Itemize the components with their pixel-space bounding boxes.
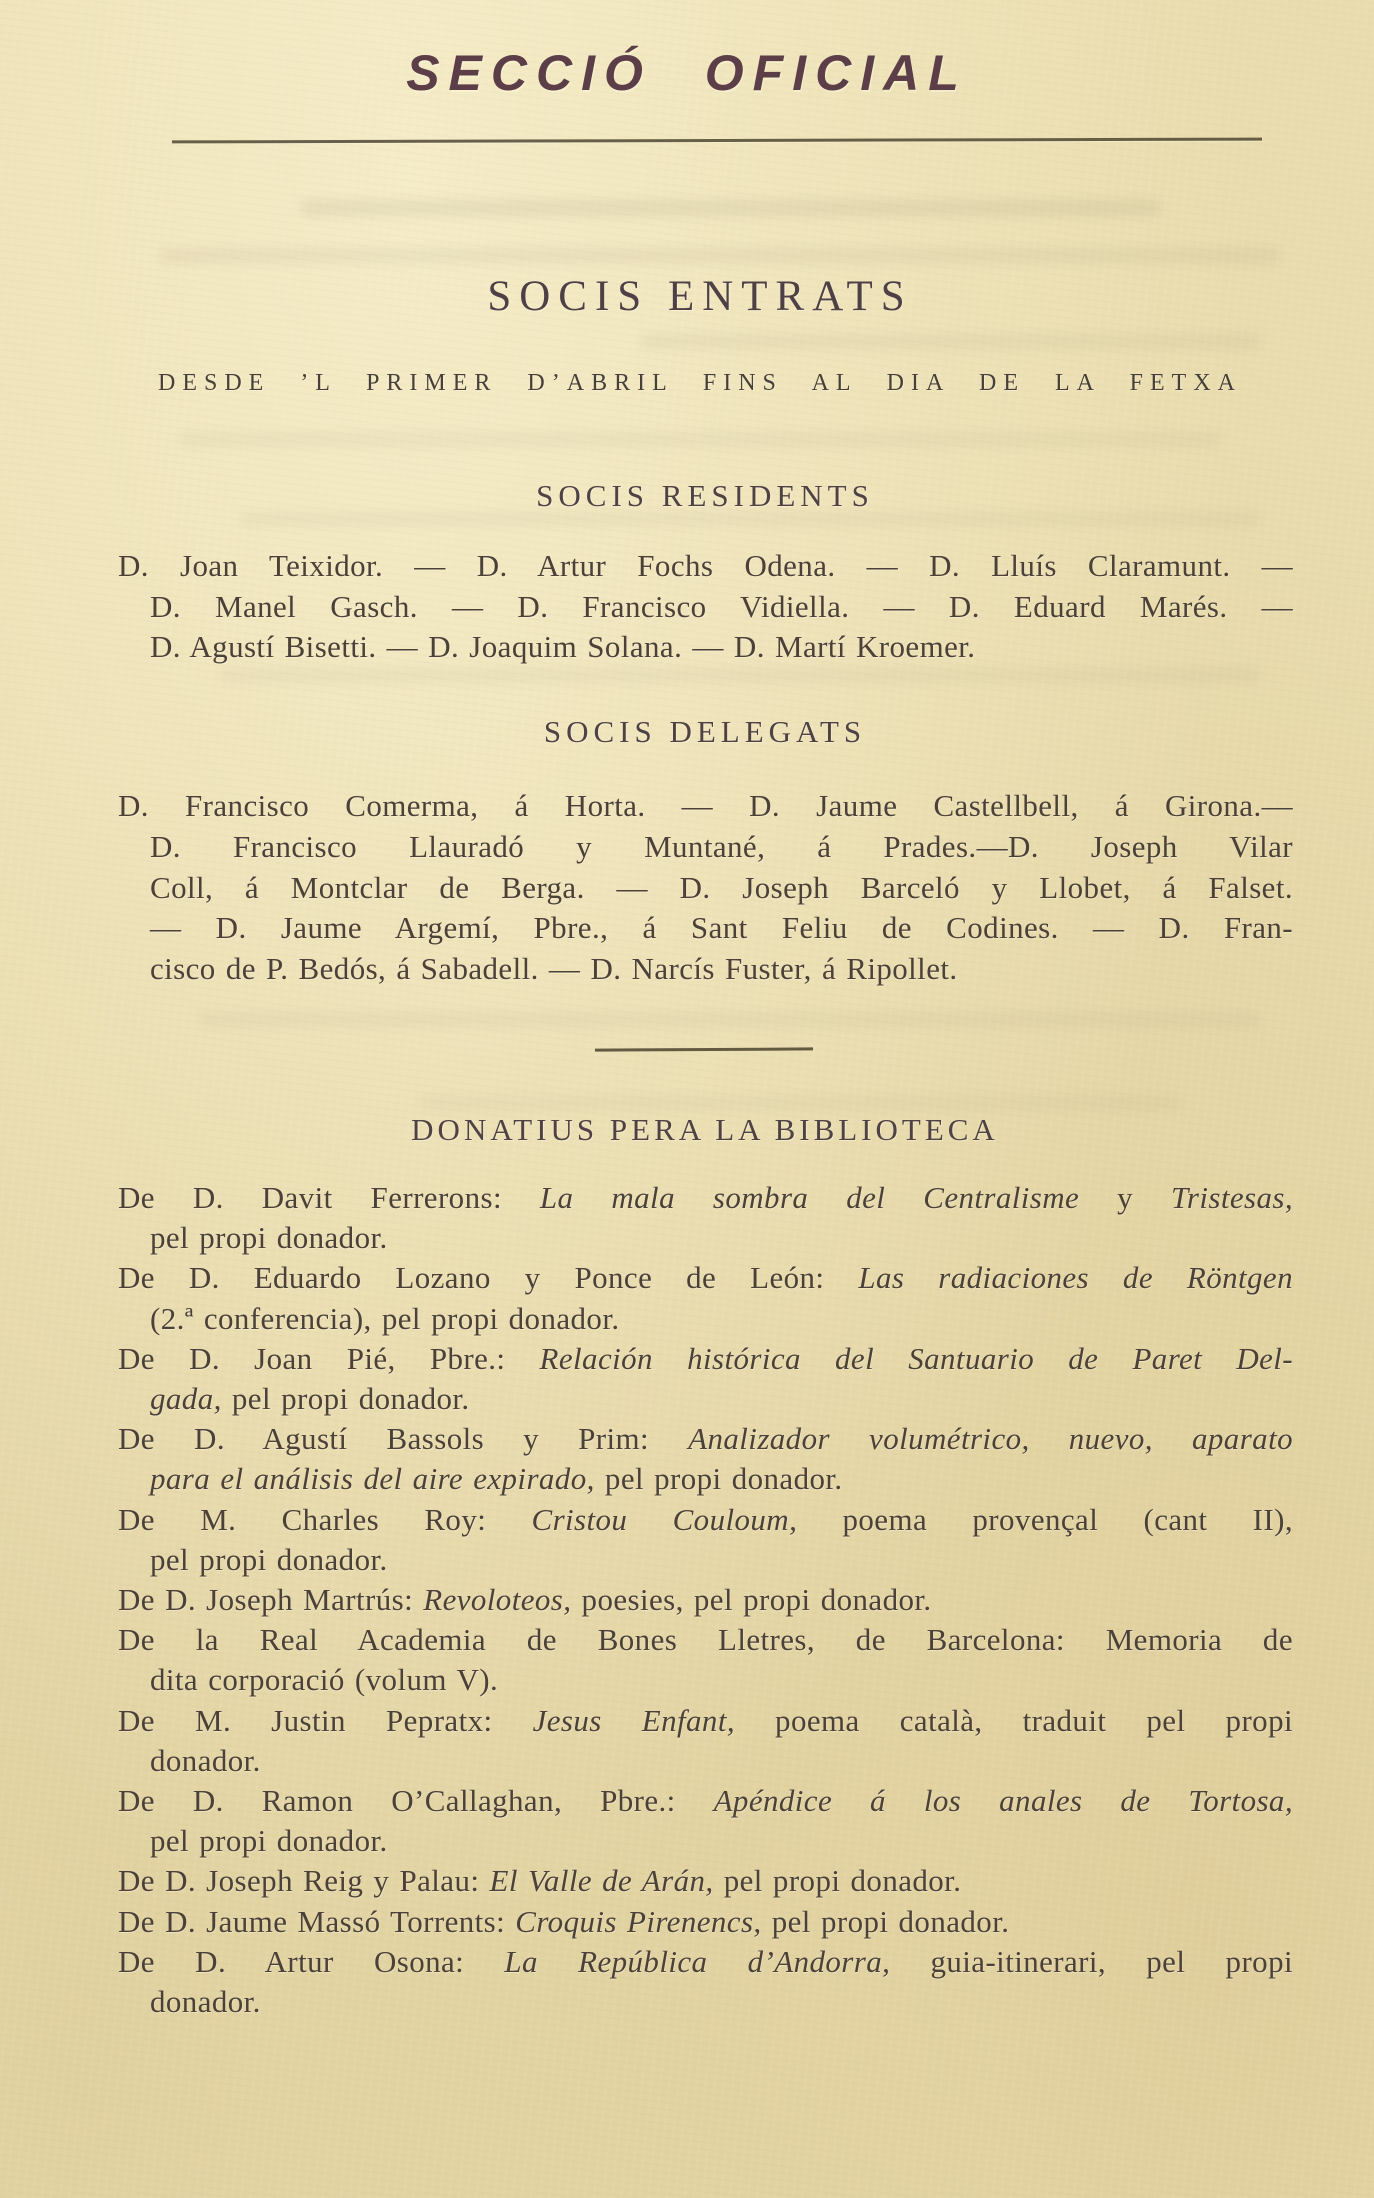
text-line [150, 587, 1293, 628]
text-line [150, 1540, 1293, 1580]
book-title-italic: Jesus Enfant, [532, 1702, 735, 1738]
text-segment: — D. Jaume Argemí, Pbre., á Sant Feliu de Codines. — D. Fran- [150, 910, 1293, 946]
text-segment: poema provençal (cant II), [797, 1501, 1294, 1537]
text-line [118, 1339, 1293, 1379]
show-through-smudge [200, 1012, 1260, 1027]
text-segment: De D. Joan Pié, Pbre.: [118, 1340, 540, 1376]
section-divider-rule [595, 1047, 813, 1051]
text-line [118, 786, 1293, 827]
section-subtitle: DESDE ’L PRIMER D’ABRIL FINS AL DIA DE LA FETXA [157, 370, 1242, 396]
donation-entry [118, 1942, 1293, 2022]
text-segment: pel propi donador. [221, 1381, 470, 1417]
book-title-italic: Tristesas, [1170, 1180, 1293, 1215]
book-title-italic: Las radiaciones de Röntgen [858, 1260, 1293, 1296]
delegats-paragraph [118, 786, 1293, 990]
text-line [118, 1500, 1293, 1540]
text-segment: poema català, traduit pel propi [735, 1702, 1293, 1738]
text-segment: y [1079, 1180, 1171, 1215]
text-segment: De D. Eduardo Lozano y Ponce de León: [118, 1260, 859, 1296]
text-segment: donador. [150, 1984, 261, 2020]
show-through-smudge [160, 248, 1280, 263]
text-line [150, 1218, 1293, 1258]
text-segment: De M. Charles Roy: [118, 1501, 532, 1537]
book-title-italic: para el análisis del aire expirado, [150, 1461, 595, 1497]
book-title-italic: Revoloteos, [423, 1582, 572, 1618]
donation-entry [118, 1781, 1293, 1861]
donation-entry [118, 1620, 1293, 1700]
book-title-italic: gada, [150, 1381, 222, 1417]
text-line [118, 1861, 1293, 1901]
text-segment: De D. Davit Ferrerons: [118, 1180, 540, 1215]
text-segment: pel propi donador. [150, 1220, 388, 1256]
text-segment: pel propi donador. [594, 1461, 843, 1497]
book-title-italic: El Valle de Arán, [489, 1863, 714, 1899]
text-line [118, 1580, 1293, 1620]
donation-entry [118, 1258, 1293, 1338]
text-segment: De la Real Academia de Bones Lletres, de Barcelona: Memoria de [118, 1622, 1293, 1658]
show-through-smudge [240, 512, 1260, 526]
text-segment: D. Agustí Bisetti. — D. Joaquim Solana. — D. Martí Kroemer. [150, 629, 976, 664]
text-line [118, 1781, 1293, 1821]
text-segment: cisco de P. Bedós, á Sabadell. — D. Narcís Fuster, á Ripollet. [150, 951, 958, 987]
book-title-italic: La República d’Andorra, [504, 1943, 891, 1979]
text-line [118, 1942, 1293, 1982]
text-line [150, 827, 1293, 868]
text-segment: D. Francisco Comerma, á Horta. — D. Jaume Castellbell, á Girona.— [118, 788, 1293, 823]
text-segment: donador. [150, 1742, 261, 1778]
book-title-italic: Apéndice á los anales de Tortosa, [713, 1783, 1293, 1819]
text-segment: pel propi donador. [761, 1903, 1010, 1939]
text-line [150, 1379, 1293, 1419]
text-segment: D. Manel Gasch. — D. Francisco Vidiella. — D. Eduard Marés. — [150, 588, 1293, 624]
text-segment: pel propi donador. [150, 1823, 388, 1859]
donation-entry [118, 1178, 1293, 1258]
book-title-italic: Croquis Pirenencs, [515, 1903, 762, 1939]
text-segment: D. Francisco Llauradó y Muntané, á Prades.—D. Joseph Vilar [150, 828, 1293, 864]
text-line [150, 868, 1293, 909]
text-segment: D. Joan Teixidor. — D. Artur Fochs Odena. — D. Lluís Claramunt. — [118, 548, 1293, 583]
text-segment: De D. Agustí Bassols y Prim: [118, 1421, 689, 1457]
book-title-italic: Cristou Couloum, [531, 1501, 798, 1537]
donation-entry [118, 1580, 1293, 1620]
text-segment: Coll, á Montclar de Berga. — D. Joseph Barceló y Llobet, á Falset. [150, 869, 1293, 905]
donation-entry [118, 1339, 1293, 1419]
text-segment: pel propi donador. [150, 1541, 388, 1577]
show-through-smudge [220, 668, 1260, 683]
text-segment: De D. Jaume Massó Torrents: [118, 1903, 516, 1939]
show-through-smudge [300, 200, 1160, 216]
donation-entry [118, 1861, 1293, 1901]
show-through-smudge [420, 1096, 1180, 1110]
text-line [150, 1299, 1293, 1339]
text-line [118, 546, 1293, 587]
book-title-italic: Analizador volumétrico, nuevo, aparato [688, 1421, 1293, 1457]
text-line [150, 1660, 1293, 1700]
title-rule [172, 138, 1262, 144]
donation-entry [118, 1500, 1293, 1580]
text-segment: De D. Joseph Martrús: [118, 1582, 424, 1618]
text-line [118, 1902, 1293, 1942]
donation-entry [118, 1701, 1293, 1781]
text-segment: guia-itinerari, pel propi [890, 1943, 1293, 1979]
text-segment: (2.ª conferencia), pel propi donador. [150, 1300, 620, 1336]
show-through-smudge [180, 432, 1220, 447]
text-line [150, 1741, 1293, 1781]
text-segment: De D. Joseph Reig y Palau: [118, 1863, 490, 1899]
text-line [118, 1178, 1293, 1218]
text-segment: poesies, pel propi donador. [571, 1582, 932, 1618]
show-through-smudge [640, 334, 1260, 349]
page-title: SECCIÓ OFICIAL [406, 45, 968, 101]
text-line [118, 1419, 1293, 1459]
text-line [150, 1982, 1293, 2022]
text-line [118, 1258, 1293, 1298]
heading-donatius: DONATIUS PERA LA BIBLIOTECA [411, 1112, 999, 1147]
text-segment: De M. Justin Pepratx: [118, 1702, 533, 1738]
text-line [118, 1620, 1293, 1660]
donations-list [118, 1178, 1293, 2022]
text-segment: pel propi donador. [713, 1863, 962, 1899]
text-line [150, 627, 1293, 668]
text-line [150, 1459, 1293, 1499]
heading-socis-delegats: SOCIS DELEGATS [543, 714, 867, 749]
text-segment: De D. Ramon O’Callaghan, Pbre.: [118, 1783, 714, 1819]
text-segment: De D. Artur Osona: [118, 1943, 505, 1979]
text-line [150, 1821, 1293, 1861]
book-title-italic: Relación histórica del Santuario de Paret Del- [539, 1340, 1294, 1376]
residents-paragraph [118, 546, 1293, 668]
book-title-italic: La mala sombra del Centralisme [539, 1180, 1080, 1215]
section-title: SOCIS ENTRATS [487, 273, 913, 320]
text-line [150, 949, 1293, 990]
heading-socis-residents: SOCIS RESIDENTS [536, 478, 874, 513]
text-line [118, 1701, 1293, 1741]
donation-entry [118, 1419, 1293, 1499]
donation-entry [118, 1902, 1293, 1942]
text-segment: dita corporació (volum V). [150, 1662, 499, 1698]
text-line [150, 908, 1293, 949]
